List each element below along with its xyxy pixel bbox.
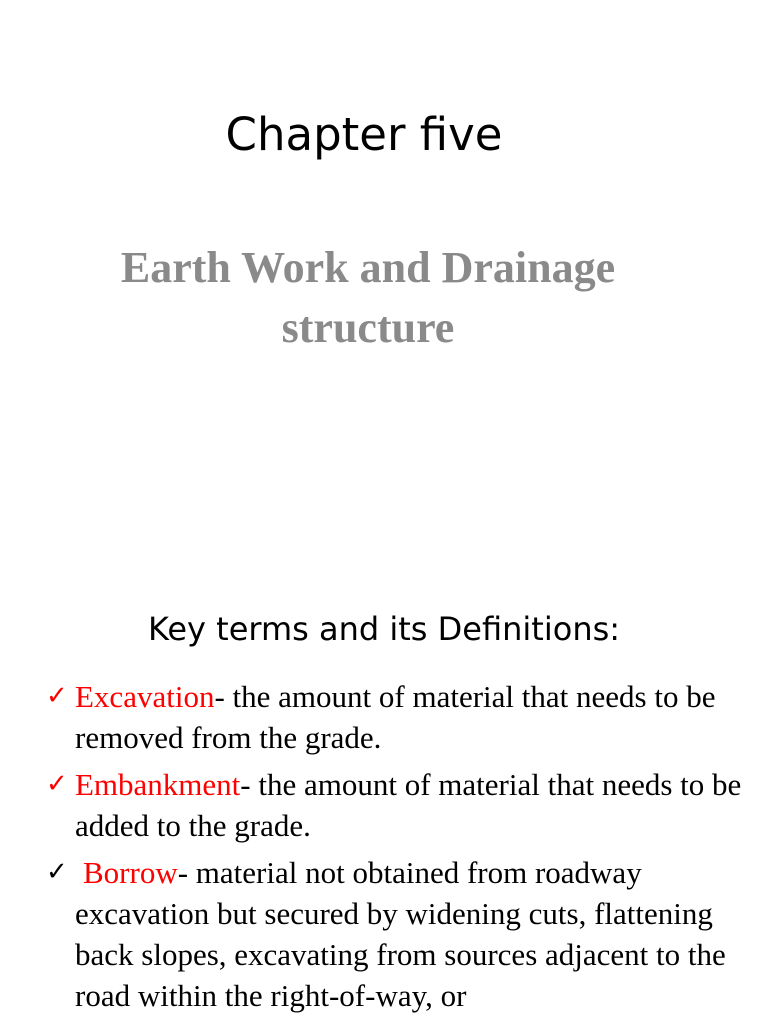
term-label: Excavation	[75, 679, 215, 714]
term-definition: - the amount of material that needs to be added to the grade.	[75, 767, 742, 843]
list-item	[46, 764, 746, 846]
slide-subtitle: Earth Work and Drainage structure	[120, 243, 616, 352]
list-item	[46, 676, 746, 758]
checkmark-icon: ✓	[46, 769, 68, 799]
checkmark-icon: ✓	[46, 857, 68, 887]
term-label: Embankment	[75, 767, 241, 802]
term-label: Borrow	[83, 855, 178, 890]
checkmark-icon: ✓	[46, 681, 68, 711]
key-terms-slide	[0, 560, 768, 1024]
key-terms-list	[46, 676, 746, 1022]
list-item	[46, 852, 746, 1016]
key-terms-heading: Key terms and its Definitions:	[147, 610, 621, 648]
term-definition: - the amount of material that needs to be removed from the grade.	[75, 679, 716, 755]
chapter-title: Chapter five	[225, 108, 503, 161]
term-definition: - material not obtained from roadway excavation but secured by widening cuts, flattening back slopes, excavating from sources adjacent to the road within the right-of-way, or	[75, 855, 726, 1013]
